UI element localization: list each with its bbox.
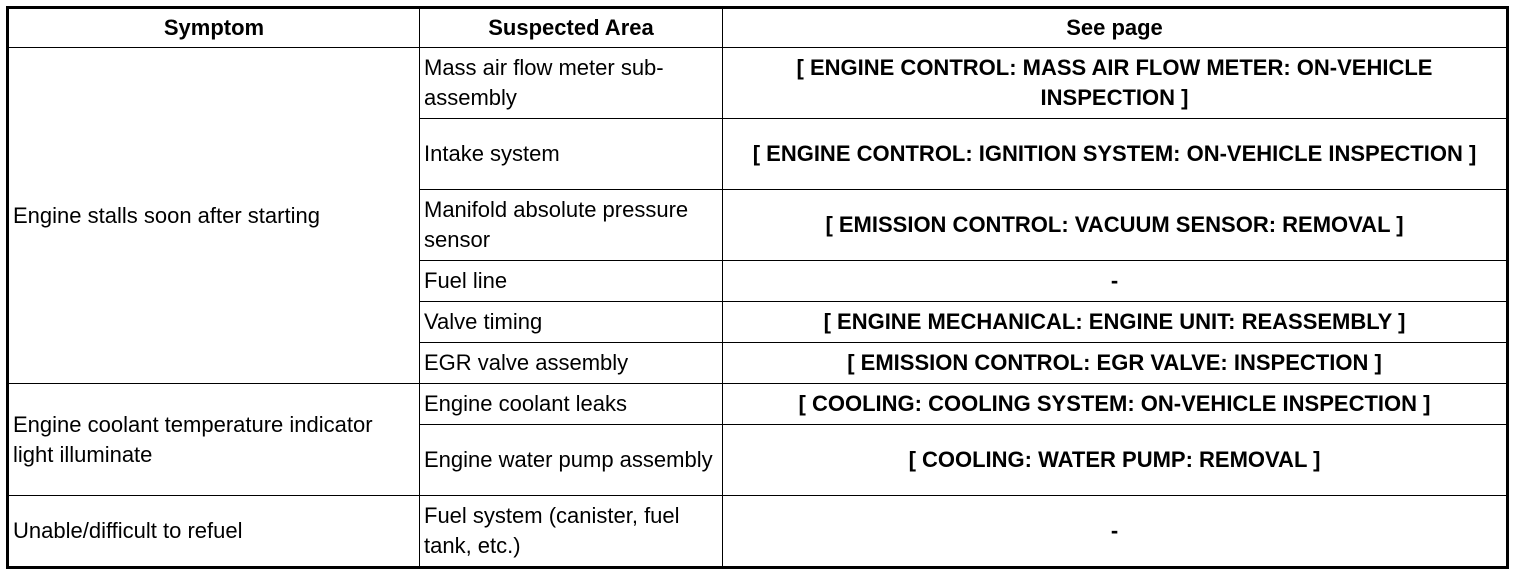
troubleshooting-table-container bbox=[6, 6, 1509, 569]
table-row bbox=[8, 48, 1508, 119]
table-row bbox=[8, 496, 1508, 568]
column-header-suspected-area: Suspected Area bbox=[420, 8, 723, 48]
column-header-see-page: See page bbox=[723, 8, 1508, 48]
column-header-symptom: Symptom bbox=[8, 8, 420, 48]
symptom-cell: Unable/difficult to refuel bbox=[8, 496, 420, 568]
suspected-area-cell: Manifold absolute pressure sensor bbox=[420, 190, 723, 261]
see-page-link[interactable]: [ ENGINE MECHANICAL: ENGINE UNIT: REASSEMBLY ] bbox=[723, 302, 1508, 343]
see-page-link[interactable]: [ COOLING: COOLING SYSTEM: ON-VEHICLE INSPECTION ] bbox=[723, 384, 1508, 425]
see-page-link[interactable]: [ COOLING: WATER PUMP: REMOVAL ] bbox=[723, 425, 1508, 496]
table-header-row bbox=[8, 8, 1508, 48]
suspected-area-cell: Intake system bbox=[420, 119, 723, 190]
see-page-link[interactable]: [ ENGINE CONTROL: MASS AIR FLOW METER: ON-VEHICLE INSPECTION ] bbox=[723, 48, 1508, 119]
symptom-cell: Engine coolant temperature indicator light illuminate bbox=[8, 384, 420, 496]
suspected-area-cell: Fuel system (canister, fuel tank, etc.) bbox=[420, 496, 723, 568]
suspected-area-cell: EGR valve assembly bbox=[420, 343, 723, 384]
symptom-cell: Engine stalls soon after starting bbox=[8, 48, 420, 384]
troubleshooting-table bbox=[6, 6, 1509, 569]
see-page-cell: - bbox=[723, 261, 1508, 302]
suspected-area-cell: Fuel line bbox=[420, 261, 723, 302]
see-page-link[interactable]: [ ENGINE CONTROL: IGNITION SYSTEM: ON-VEHICLE INSPECTION ] bbox=[723, 119, 1508, 190]
table-row bbox=[8, 384, 1508, 425]
suspected-area-cell: Mass air flow meter sub-assembly bbox=[420, 48, 723, 119]
see-page-link[interactable]: [ EMISSION CONTROL: VACUUM SENSOR: REMOVAL ] bbox=[723, 190, 1508, 261]
see-page-cell: - bbox=[723, 496, 1508, 568]
suspected-area-cell: Engine water pump assembly bbox=[420, 425, 723, 496]
see-page-link[interactable]: [ EMISSION CONTROL: EGR VALVE: INSPECTION ] bbox=[723, 343, 1508, 384]
suspected-area-cell: Valve timing bbox=[420, 302, 723, 343]
suspected-area-cell: Engine coolant leaks bbox=[420, 384, 723, 425]
